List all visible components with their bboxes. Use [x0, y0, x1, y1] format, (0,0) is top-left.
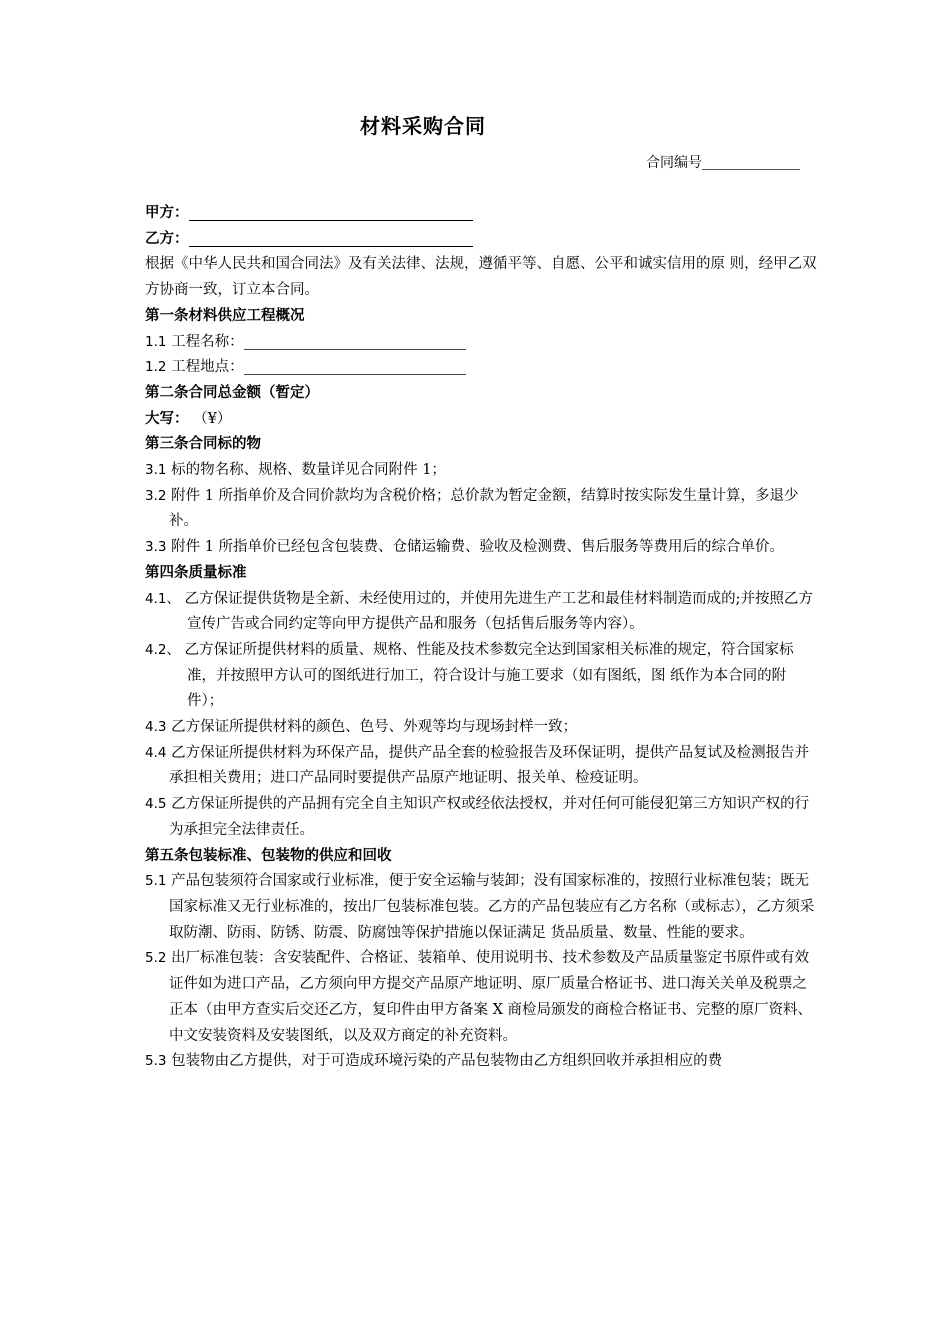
clause-5-3: 5.3 包装物由乙方提供，对于可造成环境污染的产品包装物由乙方组织回收并承担相应的费	[145, 1053, 723, 1070]
clause-4-2: 4.2、 乙方保证所提供材料的质量、规格、性能及技术参数完全达到国家相关标准的规定，符合国家标准，并按照甲方认可的图纸进行加工，符合设计与施工要求（如有图纸，图 纸作为本合同的附件）；	[145, 641, 794, 710]
amount-label: 大写：	[145, 410, 189, 427]
contract-number-blank	[702, 155, 800, 170]
party-a	[145, 201, 820, 227]
clause-4-5: 4.5 乙方保证所提供的产品拥有完全自主知识产权或经依法授权，并对任何可能侵犯第三方知识产权的行为承担完全法律责任。	[145, 796, 810, 838]
amount-symbol: （¥）	[193, 410, 232, 427]
party-b-label: 乙方：	[145, 230, 189, 247]
party-b	[145, 227, 820, 253]
section3-heading: 第三条合同标的物	[145, 436, 261, 453]
total-amount	[145, 407, 820, 433]
contract-number-label: 合同编号	[646, 155, 702, 171]
contract-number	[646, 152, 800, 172]
contract-body	[145, 201, 820, 1075]
section1-heading: 第一条材料供应工程概况	[145, 307, 305, 324]
clause-4-1: 4.1、 乙方保证提供货物是全新、未经使用过的，并使用先进生产工艺和最佳材料制造而成的;并按照乙方宣传广告或合同约定等向甲方提供产品和服务（包括售后服务等内容）。	[145, 590, 813, 633]
clause-4-3: 4.3 乙方保证所提供材料的颜色、色号、外观等均与现场封样一致；	[145, 719, 578, 736]
project-name: 1.1 工程名称：	[145, 330, 820, 356]
clause-3-2: 3.2 附件 1 所指单价及合同价款均为含税价格；总价款为暂定金额，结算时按实际发生量计算，多退少补。	[145, 487, 799, 530]
section4-heading: 第四条质量标准	[145, 564, 247, 581]
project-location-blank	[244, 360, 466, 375]
project-location: 1.2 工程地点：	[145, 355, 820, 381]
document-title: 材料采购合同	[360, 114, 486, 138]
clause-3-1: 3.1 标的物名称、规格、数量详见合同附件 1；	[145, 462, 446, 479]
project-name-blank	[244, 335, 466, 350]
section5-heading: 第五条包装标准、包装物的供应和回收	[145, 847, 392, 864]
clause-4-4: 4.4 乙方保证所提供材料为环保产品，提供产品全套的检验报告及环保证明，提供产品复试及检测报告并承担相关费用；进口产品同时要提供产品原产地证明、报关单、检疫证明。	[145, 744, 810, 787]
clause-3-3: 3.3 附件 1 所指单价已经包含包装费、仓储运输费、验收及检测费、售后服务等费用后的综合单价。	[145, 539, 785, 556]
party-a-label: 甲方：	[145, 205, 189, 221]
clause-5-2: 5.2 出厂标准包装：含安装配件、合格证、装箱单、使用说明书、技术参数及产品质量鉴定书原件或有效证件如为进口产品，乙方须向甲方提交产品原产地证明、原厂质量合格证书、进口海关关单及税票之正本（由甲方查实后交还乙方，复印件由甲方备案 X 商检局颁发的商检合格证书、完整的原厂资料、中文安装资料及安装图纸，以及双方商定的补充资料。	[145, 950, 813, 1044]
party-a-blank	[189, 206, 473, 221]
clause-5-1: 5.1 产品包装须符合国家或行业标准，便于安全运输与装卸；没有国家标准的，按照行业标准包装；既无国家标准又无行业标准的，按出厂包装标准包装。乙方的产品包装应有乙方名称（或标志），乙方须采取防潮、防雨、防锈、防震、防腐蚀等保护措施以保证满足 货品质量、数量、性能的要求。	[145, 873, 815, 941]
party-b-blank	[189, 232, 473, 247]
intro-paragraph: 根据《中华人民共和国合同法》及有关法律、法规，遵循平等、自愿、公平和诚实信用的原 则，经甲乙双方协商一致，订立本合同。	[145, 256, 817, 299]
section2-heading: 第二条合同总金额（暂定）	[145, 384, 319, 401]
